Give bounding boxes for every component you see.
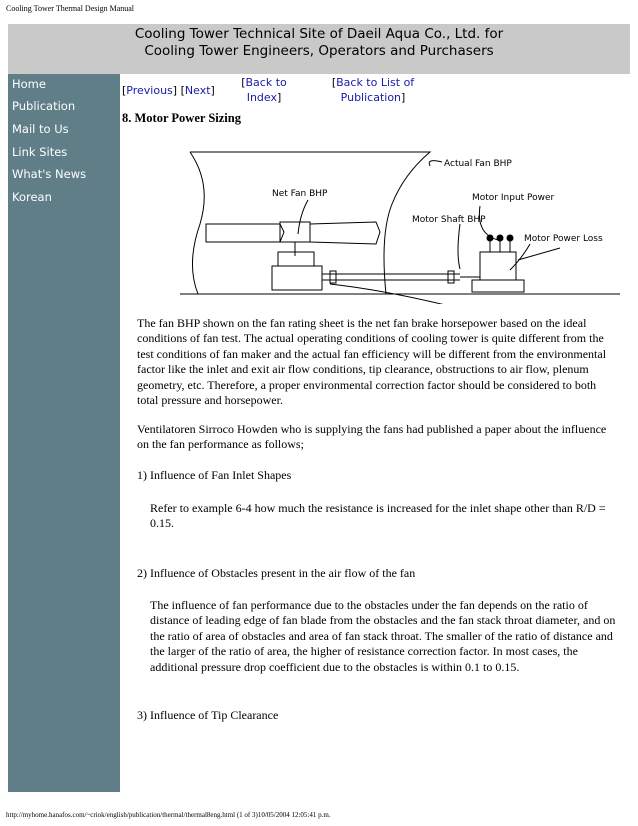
print-header: Cooling Tower Thermal Design Manual	[6, 4, 135, 13]
gearbox-top	[278, 252, 314, 266]
sidebar-item-korean[interactable]: Korean	[12, 190, 52, 204]
sidebar-item-home[interactable]: Home	[12, 77, 46, 91]
previous-link[interactable]: Previous	[126, 84, 173, 97]
motor-power-diagram	[180, 144, 620, 304]
subheading-obstacles: 2) Influence of Obstacles present in the air flow of the fan	[137, 566, 416, 580]
label-motor-shaft-bhp: Motor Shaft BHP	[412, 215, 486, 225]
arrow-actual-fan-bhp	[429, 161, 442, 166]
fan-stack-left-wall	[190, 152, 204, 294]
site-title-line-2: Cooling Tower Engineers, Operators and Purchasers	[144, 43, 494, 59]
sidebar-item-publication[interactable]: Publication	[12, 99, 76, 113]
sidebar-item-link-sites[interactable]: Link Sites	[12, 145, 68, 159]
arrow-motor-shaft	[458, 224, 460, 269]
paragraph-howden: Ventilatoren Sirroco Howden who is supplying the fans had published a paper about the influence on the fan performance as follows;	[137, 422, 607, 452]
gearbox-body	[272, 266, 322, 290]
sidebar-item-mail-to-us[interactable]: Mail to Us	[12, 122, 69, 136]
label-motor-power-loss: Motor Power Loss	[524, 234, 603, 244]
back-to-list-group: [Back to List of Publication]	[331, 76, 415, 104]
sidebar	[8, 74, 120, 792]
page-navigation	[122, 74, 632, 110]
site-title-line-1: Cooling Tower Technical Site of Daeil Aqua Co., Ltd. for	[134, 26, 504, 42]
arrow-motor-loss	[518, 248, 560, 260]
fan-blade-right	[310, 222, 380, 244]
label-motor-input-power: Motor Input Power	[472, 193, 555, 203]
paragraph-obstacles: The influence of fan performance due to the obstacles under the fan depends on the ratio of distance of leading edge of fan blade from the obstacles and the fan stack throat diameter, and on the ratio of area of obstacles and area of fan stack throat. The smaller of the ratio of distance and the larger of the ratio of area, the higher of resistance correction factor. In most cases, the additional pressure drop coefficient due to the obstacles is within 0.1 to 0.15.	[150, 598, 616, 674]
label-net-fan-bhp: Net Fan BHP	[272, 189, 328, 199]
subheading-inlet-shapes: 1) Influence of Fan Inlet Shapes	[137, 468, 292, 482]
prev-next-group: [Previous] [Next]	[122, 84, 215, 97]
arrow-net-fan-bhp	[298, 200, 308, 234]
print-footer: http://myhome.hanafos.com/~criok/english/publication/thermal/thermal8eng.html (1 of 3)10/05/2004 12:05:41 p.m.	[6, 811, 331, 819]
subheading-tip-clearance: 3) Influence of Tip Clearance	[137, 708, 279, 722]
back-to-index-link[interactable]: Back to Index	[245, 76, 287, 104]
motor-body	[480, 252, 516, 280]
sidebar-item-whats-news[interactable]: What's News	[12, 167, 87, 181]
label-actual-fan-bhp: Actual Fan BHP	[444, 159, 512, 169]
back-to-index-group: [Back to Index]	[241, 76, 287, 104]
paragraph-fan-bhp: The fan BHP shown on the fan rating sheet is the net fan brake horsepower based on the ideal conditions of fan test. The actual operating conditions of cooling tower is quite different from the test conditions of fan maker and the actual fan efficiency will be different from the environmental factor like the inlet and exit air flow conditions, tip clearance, obstructions to air flow, plenum geometry, etc. Therefore, a proper environmental correction factor should be considered to both total pressure and horsepower.	[137, 316, 607, 408]
fan-blade-left	[206, 224, 284, 242]
site-title	[8, 26, 630, 60]
section-heading: 8. Motor Power Sizing	[122, 111, 241, 125]
site-banner	[8, 24, 630, 74]
next-link[interactable]: Next	[184, 84, 211, 97]
paragraph-inlet-shapes: Refer to example 6-4 how much the resistance is increased for the inlet shape other than R/D = 0.15.	[150, 501, 606, 531]
motor-base	[472, 280, 524, 292]
back-to-list-link[interactable]: Back to List of Publication	[336, 76, 415, 104]
